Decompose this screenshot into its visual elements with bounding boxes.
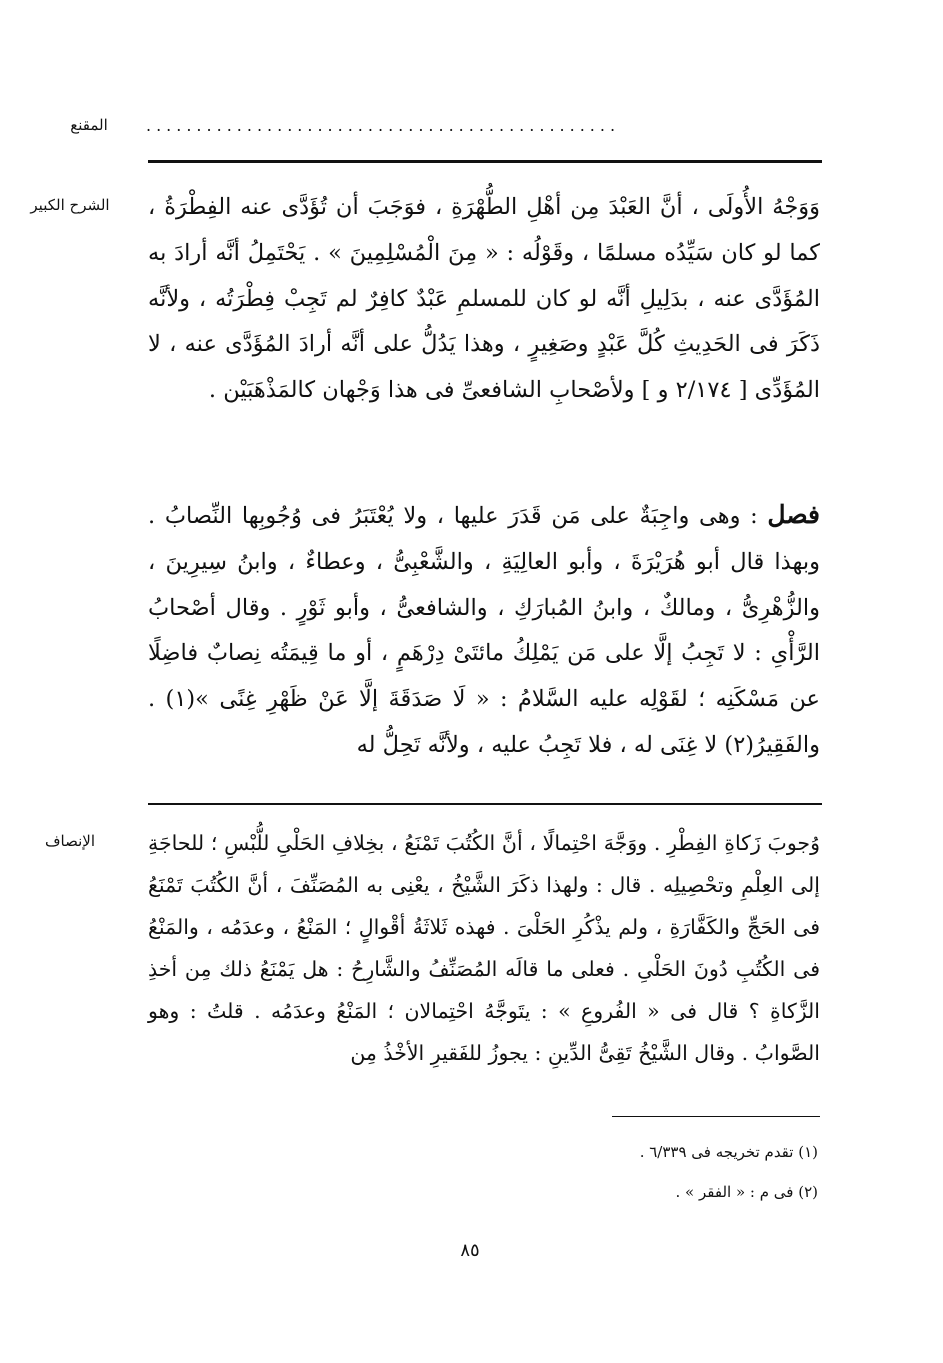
footnote-2: (٢) فى م : « الفقر » .: [675, 1183, 818, 1201]
page-number: ٨٥: [460, 1240, 480, 1261]
fasl-text: : وهى واجِبَةٌ على مَن قَدَرَ عليها ، ولا يُعْتَبَرُ فى وُجُوبِها النِّصابُ . وبهذا قال أبو هُرَيْرَةَ ، وأبو العالِيَةِ ، والشَّعْبِىُّ ، وعطاءٌ ، وابنُ سِيرِينَ ، والزُّهْرِىُّ ، ومالكٌ ، وابنُ المُبارَكِ ، والشافعىُّ ، وأبو ثَوْرٍ . وقال أصْحابُ الرَّأْىِ : لا تَجِبُ إلَّا على مَن يَمْلِكُ مائتَىْ دِرْهَمٍ ، أو ما قِيمَتُه نِصابٌ فاضِلًا عن مَسْكَنِه ؛ لقَوْلِه عليه السَّلامُ : « لَا صَدَقَةَ إلَّا عَنْ ظَهْرِ غِنًى »(١) . والفَقِيرُ(٢) لا غِنَى له ، فلا تَجِبُ عليه ، ولأنَّه تَحِلُّ له: [148, 503, 820, 758]
fasl-paragraph: [148, 492, 820, 769]
side-label-sharh: الشرح الكبير: [30, 196, 110, 214]
header-rule: [148, 160, 822, 163]
insaf-commentary: [148, 822, 820, 1074]
sharh-commentary: [148, 185, 820, 414]
insaf-paragraph: وُجوبَ زَكاةِ الفِطْرِ . ووَجَّهَ احْتِمالًا ، أنَّ الكُتُبَ تَمْنَعُ ، بخِلافِ الحَلْىِ للُّبْسِ ؛ للحاجَةِ إلى العِلْمِ وتحْصِيلِه . قال : ولهذا ذكَرَ الشَّيْخُ ، يعْنِى به المُصَنِّفَ ، أنَّ الكُتُبَ تَمْنَعُ فى الحَجِّ والكَفَّارَةِ ، ولم يذْكُرِ الحَلْىَ . فهذه ثَلاثَةُ أقْوالٍ ؛ المَنْعُ ، وعدَمُه ، والمَنْعُ فى الكُتُبِ دُونَ الحَلْىِ . فعلى ما قالَه المُصَنِّفُ والشَّارِحُ : هل يَمْنَعُ ذلك مِن أخذِ الزَّكاةِ ؟ قال فى « الفُروعِ » : يتَوجَّهُ احْتِمالان ؛ المَنْعُ وعدَمُه . قلتُ : وهو الصَّوابُ . وقال الشَّيْخُ تَقِىُّ الدِّينِ : يجوزُ للفَقيرِ الأخْذُ مِن: [148, 831, 820, 1065]
fasl-section: [148, 492, 820, 769]
side-label-insaf: الإنصاف: [44, 832, 96, 850]
footnote-rule: [612, 1116, 820, 1117]
running-head-title: المقنع: [70, 116, 108, 134]
running-head-dots: ...............................................: [146, 118, 621, 134]
fasl-heading: فصل: [767, 500, 820, 529]
section-divider: [148, 803, 822, 805]
footnote-1: (١) تقدم تخريجه فى ٦/٣٣٩ .: [639, 1143, 818, 1161]
sharh-paragraph: وَوَجْهُ الأُولَى ، أنَّ العَبْدَ مِن أهْلِ الطُّهْرَةِ ، فوَجَبَ أن تُؤَدَّى عنه الفِطْرَةُ ، كما لو كان سَيِّدُه مسلمًا ، وقَوْلُه : « مِنَ الْمُسْلِمِينَ » . يَحْتَمِلُ أنَّه أرادَ به المُؤَدَّى عنه ، بدَلِيلِ أنَّه لو كان للمسلمِ عَبْدٌ كافِرٌ لم تَجِبْ فِطْرَتُه ، ولأنَّه ذَكَرَ فى الحَدِيثِ كُلَّ عَبْدٍ وصَغِيرٍ ، وهذا يَدُلُّ على أنَّه أرادَ المُؤَدَّى عنه ، لا المُؤَدِّى [ ٢/١٧٤ و ] ولأصْحابِ الشافعىِّ فى هذا وَجْهان كالمَذْهَبَيْن .: [148, 194, 820, 404]
